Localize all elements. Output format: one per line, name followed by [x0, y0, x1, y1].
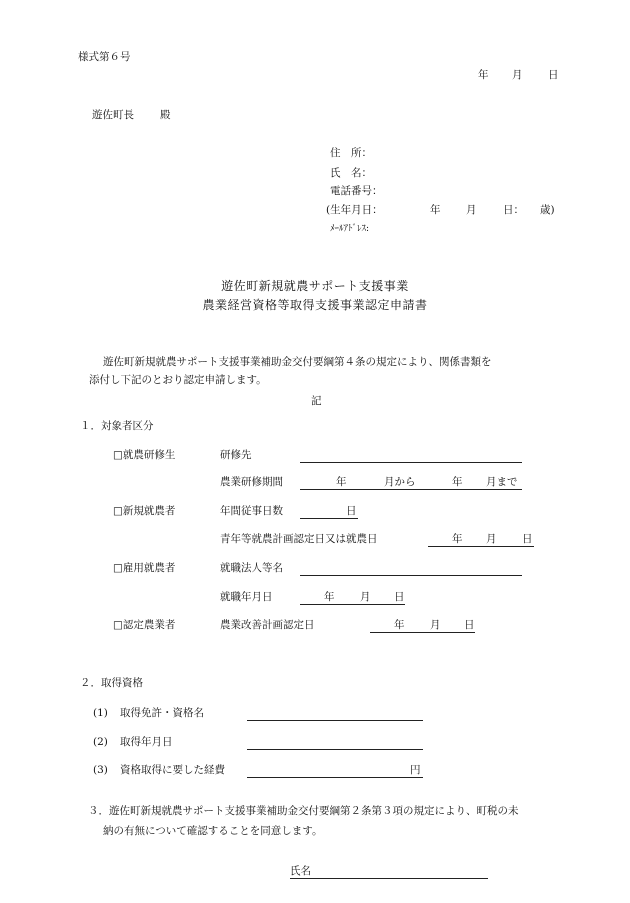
employer-label: 就職法人等名: [220, 562, 283, 574]
period-year1: 年: [336, 476, 347, 488]
qual-num-2: (2): [93, 736, 108, 748]
cert-day: 日: [522, 533, 533, 545]
signature-label: 氏名: [290, 865, 311, 877]
checkbox-certified[interactable]: □認定農業者: [113, 619, 176, 631]
period-from: 月から: [384, 476, 416, 488]
document-title-line2: 農業経営資格等取得支援事業認定申請書: [202, 298, 428, 312]
section1-heading: １．対象者区分: [80, 420, 154, 432]
age-suffix: 歳): [540, 204, 555, 216]
training-period-label: 農業研修期間: [220, 476, 283, 488]
consent-line2: 納の有無について確認することを同意します。: [103, 825, 323, 837]
phone-label: 電話番号：: [330, 185, 383, 197]
checkbox-employed[interactable]: □雇用就農者: [113, 562, 176, 574]
qual-num-3: (3): [93, 764, 108, 776]
employment-day: 日: [394, 591, 405, 603]
address-label: 住 所：: [330, 147, 372, 159]
qual-date-label: 取得年月日: [120, 736, 173, 748]
qual-name-label: 取得免許・資格名: [120, 707, 204, 719]
honorific: 殿: [160, 109, 171, 121]
intro-line2: 添付し下記のとおり認定申請します。: [89, 374, 267, 386]
date-year-label: 年: [478, 69, 489, 81]
yen-unit: 円: [410, 764, 421, 776]
period-year2: 年: [452, 476, 463, 488]
period-to: 月まで: [486, 476, 518, 488]
consent-line1: ３．遊佐町新規就農サポート支援事業補助金交付要綱第２条第３項の規定により、町税の未: [88, 805, 519, 817]
training-place-label: 研修先: [220, 449, 252, 461]
qual-cost-field[interactable]: [247, 765, 423, 778]
qual-cost-label: 資格取得に要した経費: [120, 764, 225, 776]
addressee: 遊佐町長: [92, 109, 134, 121]
days-unit: 日: [346, 505, 357, 517]
employment-date-field[interactable]: [300, 592, 405, 605]
employer-field[interactable]: [300, 563, 522, 576]
email-label: ﾒｰﾙｱﾄﾞﾚｽ:: [330, 224, 370, 234]
qual-num-1: (1): [93, 707, 108, 719]
intro-line1: 遊佐町新規就農サポート支援事業補助金交付要綱第４条の規定により、関係書類を: [103, 356, 492, 368]
birth-year: 年: [430, 204, 441, 216]
employment-month: 月: [360, 591, 371, 603]
employment-date-label: 就職年月日: [220, 591, 273, 603]
cert-year: 年: [452, 533, 463, 545]
training-place-field[interactable]: [300, 450, 522, 463]
checkbox-trainee[interactable]: □就農研修生: [113, 449, 176, 461]
name-label: 氏 名：: [330, 167, 372, 179]
date-day-label: 日: [548, 69, 559, 81]
plan-month: 月: [430, 619, 441, 631]
plan-year: 年: [394, 619, 405, 631]
cert-month: 月: [486, 533, 497, 545]
cert-date-label: 青年等就農計画認定日又は就農日: [220, 533, 378, 545]
section2-heading: ２．取得資格: [80, 677, 143, 689]
birth-label: (生年月日：: [326, 204, 383, 216]
qual-name-field[interactable]: [247, 708, 423, 721]
ki-mark: 記: [311, 395, 322, 407]
birth-month: 月: [466, 204, 477, 216]
plan-day: 日: [464, 619, 475, 631]
plan-date-label: 農業改善計画認定日: [220, 619, 315, 631]
plan-date-field[interactable]: [370, 620, 475, 633]
signature-field[interactable]: [290, 866, 488, 879]
form-number: 様式第６号: [78, 51, 131, 63]
birth-day: 日：: [503, 204, 524, 216]
cert-date-field[interactable]: [428, 534, 534, 547]
date-month-label: 月: [512, 69, 523, 81]
checkbox-new-farmer[interactable]: □新規就農者: [113, 505, 176, 517]
annual-days-label: 年間従事日数: [220, 505, 283, 517]
annual-days-field[interactable]: [300, 506, 358, 519]
employment-year: 年: [324, 591, 335, 603]
training-period-field[interactable]: [300, 477, 522, 490]
qual-date-field[interactable]: [247, 737, 423, 750]
document-title-line1: 遊佐町新規就農サポート支援事業: [221, 279, 409, 293]
